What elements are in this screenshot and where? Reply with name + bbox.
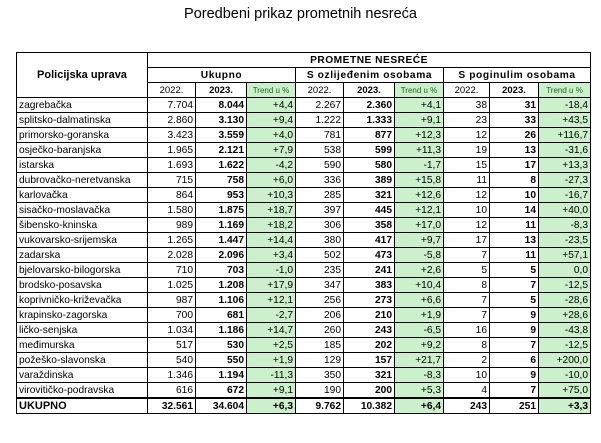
cell-total-2023: 1.875 (196, 203, 247, 218)
cell-injured-2022: 260 (296, 323, 344, 338)
cell-total-2023: 1.447 (196, 233, 247, 248)
cell-injured-trend: +9,7 (395, 233, 444, 248)
cell-total-2022: 864 (148, 188, 196, 203)
cell-killed-trend: +28,6 (539, 308, 591, 323)
cell-injured-2023: 580 (344, 158, 395, 173)
cell-killed-2023: 31 (490, 98, 539, 113)
cell-killed-2023: 11 (490, 248, 539, 263)
sub-header-injured: S ozlijeđenim osobama (296, 68, 444, 83)
year-2023-header: 2023. (344, 83, 395, 98)
cell-killed-2023: 9 (490, 323, 539, 338)
year-2023-header: 2023. (490, 83, 539, 98)
cell-total-2022: 1.346 (148, 368, 196, 383)
cell-total-trend: -11,3 (247, 368, 296, 383)
cell-injured-trend: +12,3 (395, 128, 444, 143)
cell-injured-2023: 877 (344, 128, 395, 143)
cell-killed-2022: 17 (444, 233, 490, 248)
cell-injured-2023: 383 (344, 278, 395, 293)
cell-total-2023: 8.044 (196, 98, 247, 113)
cell-killed-trend: +200,0 (539, 353, 591, 368)
cell-killed-2022: 7 (444, 308, 490, 323)
cell-total-2022: 987 (148, 293, 196, 308)
cell-total-trend: +4,4 (247, 98, 296, 113)
cell-killed-2022: 23 (444, 113, 490, 128)
cell-injured-2022: 380 (296, 233, 344, 248)
row-name: primorsko-goranska (17, 128, 148, 143)
cell-total-2023: 3.559 (196, 128, 247, 143)
group-header: PROMETNE NESREĆE (148, 53, 591, 68)
cell-total-trend: +1,9 (247, 353, 296, 368)
row-name: krapinsko-zagorska (17, 308, 148, 323)
cell-total-trend: +12,1 (247, 293, 296, 308)
row-name: koprivničko-križevačka (17, 293, 148, 308)
cell-killed-2022: 8 (444, 278, 490, 293)
total-u22: 32.561 (148, 398, 196, 414)
cell-total-2022: 1.265 (148, 233, 196, 248)
cell-injured-trend: -1,7 (395, 158, 444, 173)
cell-injured-trend: +12,1 (395, 203, 444, 218)
table-row (17, 263, 591, 278)
row-name: splitsko-dalmatinska (17, 113, 148, 128)
cell-total-2022: 700 (148, 308, 196, 323)
row-name: osječko-baranjska (17, 143, 148, 158)
cell-injured-2022: 129 (296, 353, 344, 368)
total-row (17, 398, 591, 414)
row-name: virovitičko-podravska (17, 383, 148, 399)
police-dept-header: Policijska uprava (17, 53, 148, 98)
cell-killed-2022: 7 (444, 248, 490, 263)
table-row (17, 353, 591, 368)
cell-total-2022: 2.860 (148, 113, 196, 128)
cell-injured-2022: 590 (296, 158, 344, 173)
table-row (17, 293, 591, 308)
table-row (17, 383, 591, 399)
cell-total-2023: 1.194 (196, 368, 247, 383)
cell-killed-2023: 13 (490, 143, 539, 158)
cell-total-2023: 953 (196, 188, 247, 203)
cell-killed-2022: 38 (444, 98, 490, 113)
cell-total-2023: 3.130 (196, 113, 247, 128)
cell-total-trend: -1,0 (247, 263, 296, 278)
table-row (17, 188, 591, 203)
cell-injured-2023: 445 (344, 203, 395, 218)
cell-killed-2022: 4 (444, 383, 490, 399)
cell-killed-2022: 5 (444, 263, 490, 278)
year-2022-header: 2022. (444, 83, 490, 98)
row-name: zadarska (17, 248, 148, 263)
total-o23: 10.382 (344, 398, 395, 414)
cell-killed-trend: -12,5 (539, 338, 591, 353)
row-name: brodsko-posavska (17, 278, 148, 293)
cell-injured-2023: 243 (344, 323, 395, 338)
cell-injured-2023: 200 (344, 383, 395, 399)
cell-total-2023: 1.208 (196, 278, 247, 293)
total-o-trend: +6,4 (395, 398, 444, 414)
cell-killed-2022: 16 (444, 323, 490, 338)
cell-killed-2023: 11 (490, 218, 539, 233)
cell-killed-2022: 11 (444, 173, 490, 188)
cell-total-2022: 540 (148, 353, 196, 368)
cell-killed-2022: 19 (444, 143, 490, 158)
trend-header: Trend u % (395, 83, 444, 98)
table-row (17, 158, 591, 173)
cell-killed-trend: +116,7 (539, 128, 591, 143)
cell-killed-2023: 9 (490, 368, 539, 383)
cell-injured-2023: 241 (344, 263, 395, 278)
table-row (17, 278, 591, 293)
cell-total-2023: 2.096 (196, 248, 247, 263)
page-title: Poredbeni prikaz prometnih nesreća (184, 6, 417, 22)
cell-killed-trend: -28,6 (539, 293, 591, 308)
row-name: bjelovarsko-bilogorska (17, 263, 148, 278)
table-row (17, 233, 591, 248)
cell-total-2023: 550 (196, 353, 247, 368)
cell-killed-trend: -18,4 (539, 98, 591, 113)
cell-killed-trend: -27,3 (539, 173, 591, 188)
trend-header: Trend u % (539, 83, 591, 98)
cell-killed-trend: +43,5 (539, 113, 591, 128)
cell-total-trend: +9,4 (247, 113, 296, 128)
accidents-table (16, 52, 591, 414)
cell-total-2023: 1.186 (196, 323, 247, 338)
cell-killed-2023: 7 (490, 383, 539, 399)
cell-injured-2023: 321 (344, 368, 395, 383)
cell-total-2023: 1.622 (196, 158, 247, 173)
cell-injured-trend: +6,6 (395, 293, 444, 308)
cell-total-trend: +18,7 (247, 203, 296, 218)
total-label: UKUPNO (17, 398, 148, 414)
total-p22: 243 (444, 398, 490, 414)
cell-killed-2022: 10 (444, 368, 490, 383)
year-2022-header: 2022. (296, 83, 344, 98)
cell-killed-2023: 5 (490, 293, 539, 308)
cell-injured-trend: +12,6 (395, 188, 444, 203)
cell-total-2022: 1.580 (148, 203, 196, 218)
cell-injured-trend: -8,3 (395, 368, 444, 383)
cell-injured-2022: 1.222 (296, 113, 344, 128)
table-row (17, 173, 591, 188)
cell-injured-2023: 321 (344, 188, 395, 203)
cell-killed-2023: 33 (490, 113, 539, 128)
table-row (17, 203, 591, 218)
cell-total-2022: 989 (148, 218, 196, 233)
cell-total-trend: +7,9 (247, 143, 296, 158)
cell-killed-2023: 5 (490, 263, 539, 278)
cell-total-2023: 681 (196, 308, 247, 323)
cell-injured-2022: 285 (296, 188, 344, 203)
cell-total-trend: +9,1 (247, 383, 296, 399)
cell-injured-trend: +10,4 (395, 278, 444, 293)
row-name: karlovačka (17, 188, 148, 203)
cell-injured-2023: 389 (344, 173, 395, 188)
cell-injured-trend: +5,3 (395, 383, 444, 399)
cell-injured-2022: 306 (296, 218, 344, 233)
cell-injured-2022: 397 (296, 203, 344, 218)
cell-killed-trend: -43,8 (539, 323, 591, 338)
cell-injured-2022: 235 (296, 263, 344, 278)
cell-total-2022: 7.704 (148, 98, 196, 113)
cell-killed-2022: 10 (444, 203, 490, 218)
cell-total-2023: 530 (196, 338, 247, 353)
cell-injured-2022: 781 (296, 128, 344, 143)
cell-total-2022: 517 (148, 338, 196, 353)
cell-injured-trend: +4,1 (395, 98, 444, 113)
cell-killed-trend: -10,0 (539, 368, 591, 383)
row-name: dubrovačko-neretvanska (17, 173, 148, 188)
cell-injured-2022: 256 (296, 293, 344, 308)
cell-killed-trend: -8,3 (539, 218, 591, 233)
table-row (17, 98, 591, 113)
cell-injured-trend: +11,3 (395, 143, 444, 158)
row-name: međimurska (17, 338, 148, 353)
cell-total-2022: 3.423 (148, 128, 196, 143)
cell-total-2023: 758 (196, 173, 247, 188)
cell-injured-2022: 2.267 (296, 98, 344, 113)
row-name: sisačko-moslavačka (17, 203, 148, 218)
sub-header-killed: S poginulim osobama (444, 68, 591, 83)
cell-total-2023: 703 (196, 263, 247, 278)
cell-injured-2022: 350 (296, 368, 344, 383)
cell-killed-trend: -31,6 (539, 143, 591, 158)
row-name: zagrebačka (17, 98, 148, 113)
cell-killed-2023: 9 (490, 308, 539, 323)
table-row (17, 323, 591, 338)
cell-total-2022: 2.028 (148, 248, 196, 263)
cell-killed-2023: 8 (490, 173, 539, 188)
row-name: varaždinska (17, 368, 148, 383)
cell-injured-trend: +1,9 (395, 308, 444, 323)
cell-total-trend: +17,9 (247, 278, 296, 293)
total-p-trend: +3,3 (539, 398, 591, 414)
cell-total-2022: 1.965 (148, 143, 196, 158)
cell-killed-2022: 12 (444, 188, 490, 203)
cell-total-2023: 1.106 (196, 293, 247, 308)
cell-total-trend: -2,7 (247, 308, 296, 323)
cell-injured-2023: 1.333 (344, 113, 395, 128)
sub-header-total: Ukupno (148, 68, 296, 83)
cell-total-trend: +14,4 (247, 233, 296, 248)
cell-killed-2023: 17 (490, 158, 539, 173)
cell-injured-2022: 347 (296, 278, 344, 293)
cell-total-2022: 1.693 (148, 158, 196, 173)
cell-injured-trend: -6,5 (395, 323, 444, 338)
cell-total-trend: +10,3 (247, 188, 296, 203)
cell-total-2023: 1.169 (196, 218, 247, 233)
cell-total-trend: +18,2 (247, 218, 296, 233)
cell-injured-2023: 202 (344, 338, 395, 353)
cell-total-trend: +3,4 (247, 248, 296, 263)
cell-total-trend: +4,0 (247, 128, 296, 143)
row-name: vukovarsko-srijemska (17, 233, 148, 248)
cell-injured-trend: -5,8 (395, 248, 444, 263)
cell-total-2023: 672 (196, 383, 247, 399)
cell-total-trend: +14,7 (247, 323, 296, 338)
cell-injured-trend: +9,1 (395, 113, 444, 128)
cell-injured-2022: 185 (296, 338, 344, 353)
cell-total-trend: +2,5 (247, 338, 296, 353)
cell-injured-2023: 2.360 (344, 98, 395, 113)
cell-killed-trend: +40,0 (539, 203, 591, 218)
cell-total-2022: 1.025 (148, 278, 196, 293)
total-o22: 9.762 (296, 398, 344, 414)
cell-killed-2022: 15 (444, 158, 490, 173)
cell-killed-trend: -16,7 (539, 188, 591, 203)
table-row (17, 248, 591, 263)
cell-killed-2023: 7 (490, 278, 539, 293)
year-2023-header: 2023. (196, 83, 247, 98)
cell-killed-trend: -23,5 (539, 233, 591, 248)
cell-injured-2023: 210 (344, 308, 395, 323)
cell-killed-2022: 8 (444, 338, 490, 353)
table-row (17, 128, 591, 143)
cell-total-2022: 616 (148, 383, 196, 399)
cell-killed-2023: 10 (490, 188, 539, 203)
cell-injured-trend: +2,6 (395, 263, 444, 278)
cell-killed-2023: 7 (490, 338, 539, 353)
row-name: požeško-slavonska (17, 353, 148, 368)
cell-injured-2022: 502 (296, 248, 344, 263)
cell-injured-2023: 273 (344, 293, 395, 308)
cell-killed-trend: -12,5 (539, 278, 591, 293)
row-name: istarska (17, 158, 148, 173)
cell-killed-trend: +57,1 (539, 248, 591, 263)
cell-injured-2022: 206 (296, 308, 344, 323)
cell-killed-2022: 7 (444, 293, 490, 308)
cell-injured-2023: 358 (344, 218, 395, 233)
trend-header: Trend u % (247, 83, 296, 98)
cell-killed-2023: 6 (490, 353, 539, 368)
cell-injured-2023: 157 (344, 353, 395, 368)
table-body (17, 98, 591, 399)
cell-total-trend: +6,0 (247, 173, 296, 188)
cell-killed-2022: 12 (444, 128, 490, 143)
cell-total-2022: 1.034 (148, 323, 196, 338)
cell-total-2022: 710 (148, 263, 196, 278)
cell-injured-2023: 473 (344, 248, 395, 263)
cell-killed-2023: 14 (490, 203, 539, 218)
cell-total-2022: 715 (148, 173, 196, 188)
cell-injured-trend: +9,2 (395, 338, 444, 353)
cell-injured-trend: +21,7 (395, 353, 444, 368)
table-row (17, 308, 591, 323)
cell-killed-2022: 2 (444, 353, 490, 368)
cell-killed-2023: 13 (490, 233, 539, 248)
year-2022-header: 2022. (148, 83, 196, 98)
row-name: ličko-senjska (17, 323, 148, 338)
cell-injured-trend: +17,0 (395, 218, 444, 233)
cell-killed-2022: 12 (444, 218, 490, 233)
cell-total-2023: 2.121 (196, 143, 247, 158)
cell-killed-trend: 0,0 (539, 263, 591, 278)
table-row (17, 218, 591, 233)
cell-killed-trend: +13,3 (539, 158, 591, 173)
table-row (17, 113, 591, 128)
total-p23: 251 (490, 398, 539, 414)
total-u23: 34.604 (196, 398, 247, 414)
row-name: šibensko-kninska (17, 218, 148, 233)
cell-injured-2022: 538 (296, 143, 344, 158)
cell-total-trend: -4,2 (247, 158, 296, 173)
cell-injured-2022: 336 (296, 173, 344, 188)
cell-killed-trend: +75,0 (539, 383, 591, 399)
table-row (17, 338, 591, 353)
table-row (17, 368, 591, 383)
cell-injured-2023: 417 (344, 233, 395, 248)
table-row (17, 143, 591, 158)
total-u-trend: +6,3 (247, 398, 296, 414)
cell-injured-trend: +15,8 (395, 173, 444, 188)
cell-killed-2023: 26 (490, 128, 539, 143)
cell-injured-2023: 599 (344, 143, 395, 158)
cell-injured-2022: 190 (296, 383, 344, 399)
